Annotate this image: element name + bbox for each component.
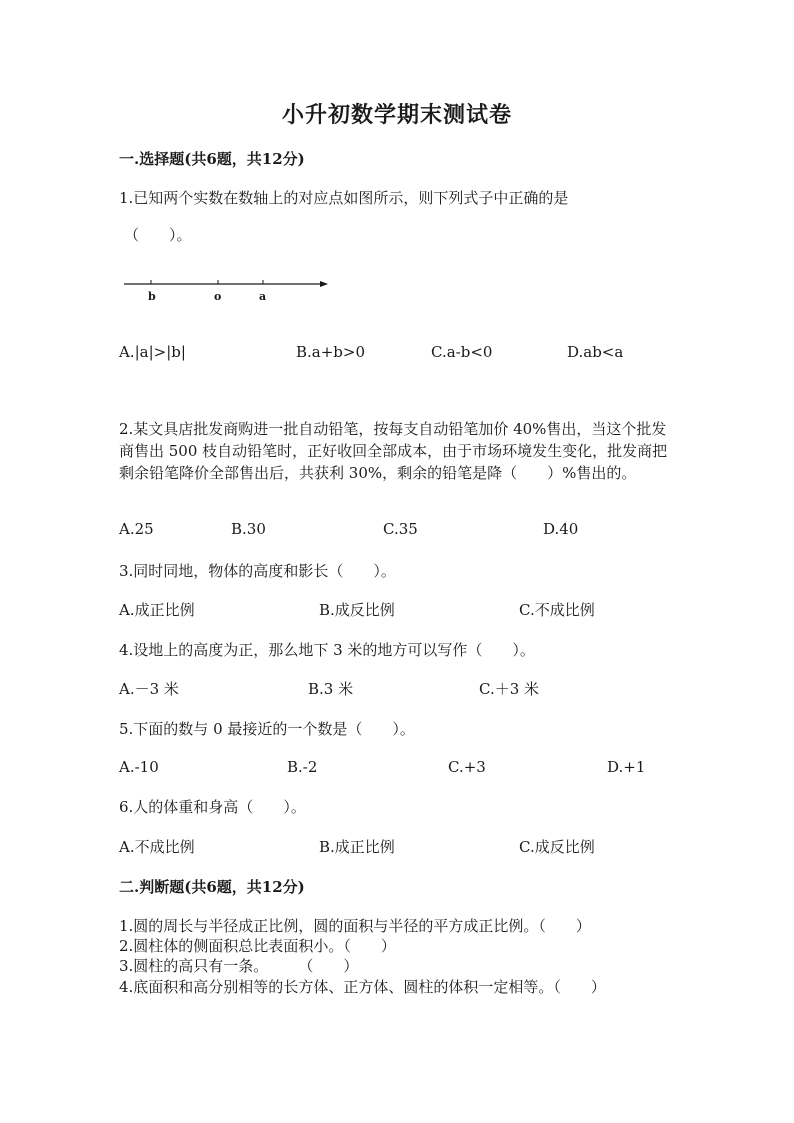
q6-option-b[interactable]: B.成正比例 <box>319 838 395 856</box>
q5-option-c[interactable]: C.+3 <box>448 758 486 776</box>
q5-option-b[interactable]: B.-2 <box>287 758 318 776</box>
question-1-line-1: 1.已知两个实数在数轴上的对应点如图所示，则下列式子中正确的是 <box>119 189 569 207</box>
q3-option-a[interactable]: A.成正比例 <box>119 601 195 619</box>
q1-option-b[interactable]: B.a+b>0 <box>296 343 366 361</box>
question-5-text: 5.下面的数与 0 最接近的一个数是（ ）。 <box>119 720 415 738</box>
q4-option-c[interactable]: C.＋3 米 <box>479 680 540 698</box>
section-heading-choice: 一.选择题(共6题，共12分) <box>119 150 305 168</box>
q5-option-d[interactable]: D.+1 <box>607 758 646 776</box>
q3-option-b[interactable]: B.成反比例 <box>319 601 395 619</box>
question-1-line-2: （ ）。 <box>124 226 192 244</box>
q5-option-a[interactable]: A.-10 <box>119 758 159 776</box>
q6-option-c[interactable]: C.成反比例 <box>519 838 595 856</box>
section-heading-judgement: 二.判断题(共6题，共12分) <box>119 878 305 896</box>
q2-option-d[interactable]: D.40 <box>543 520 579 538</box>
q3-option-c[interactable]: C.不成比例 <box>519 601 595 619</box>
q1-option-a[interactable]: A.|a|>|b| <box>119 343 186 361</box>
question-4-text: 4.设地上的高度为正，那么地下 3 米的地方可以写作（ ）。 <box>119 641 535 659</box>
q6-option-a[interactable]: A.不成比例 <box>119 838 195 856</box>
question-6-text: 6.人的体重和身高（ ）。 <box>119 798 306 816</box>
axis-label-o: o <box>214 290 222 303</box>
page-title: 小升初数学期末测试卷 <box>281 102 512 128</box>
q1-option-c[interactable]: C.a-b<0 <box>431 343 493 361</box>
q1-option-d[interactable]: D.ab<a <box>567 343 624 361</box>
q2-option-c[interactable]: C.35 <box>383 520 418 538</box>
judgement-item-4: 4.底面积和高分别相等的长方体、正方体、圆柱的体积一定相等。（ ） <box>119 978 606 996</box>
question-2-text: 2.某文具店批发商购进一批自动铅笔，按每支自动铅笔加价 40%售出，当这个批发商售出 500 枝自动铅笔时，正好收回全部成本，由于市场环境发生变化，批发商把剩余铅笔降价全部售出后，共获利 30%，剩余的铅笔是降（ ）%售出的。 <box>119 420 668 482</box>
q4-option-a[interactable]: A.－3 米 <box>119 680 179 698</box>
judgement-item-2: 2.圆柱体的侧面积总比表面积小。（ ） <box>119 937 396 955</box>
q2-option-a[interactable]: A.25 <box>119 520 154 538</box>
question-3-text: 3.同时同地，物体的高度和影长（ ）。 <box>119 562 396 580</box>
judgement-item-1: 1.圆的周长与半径成正比例，圆的面积与半径的平方成正比例。（ ） <box>119 917 591 935</box>
number-line-figure <box>118 272 334 306</box>
axis-label-b: b <box>148 290 156 303</box>
q2-option-b[interactable]: B.30 <box>231 520 266 538</box>
q4-option-b[interactable]: B.3 米 <box>308 680 354 698</box>
judgement-item-3: 3.圆柱的高只有一条。 （ ） <box>119 957 359 975</box>
number-line-arrow <box>320 281 328 287</box>
axis-label-a: a <box>259 290 267 303</box>
